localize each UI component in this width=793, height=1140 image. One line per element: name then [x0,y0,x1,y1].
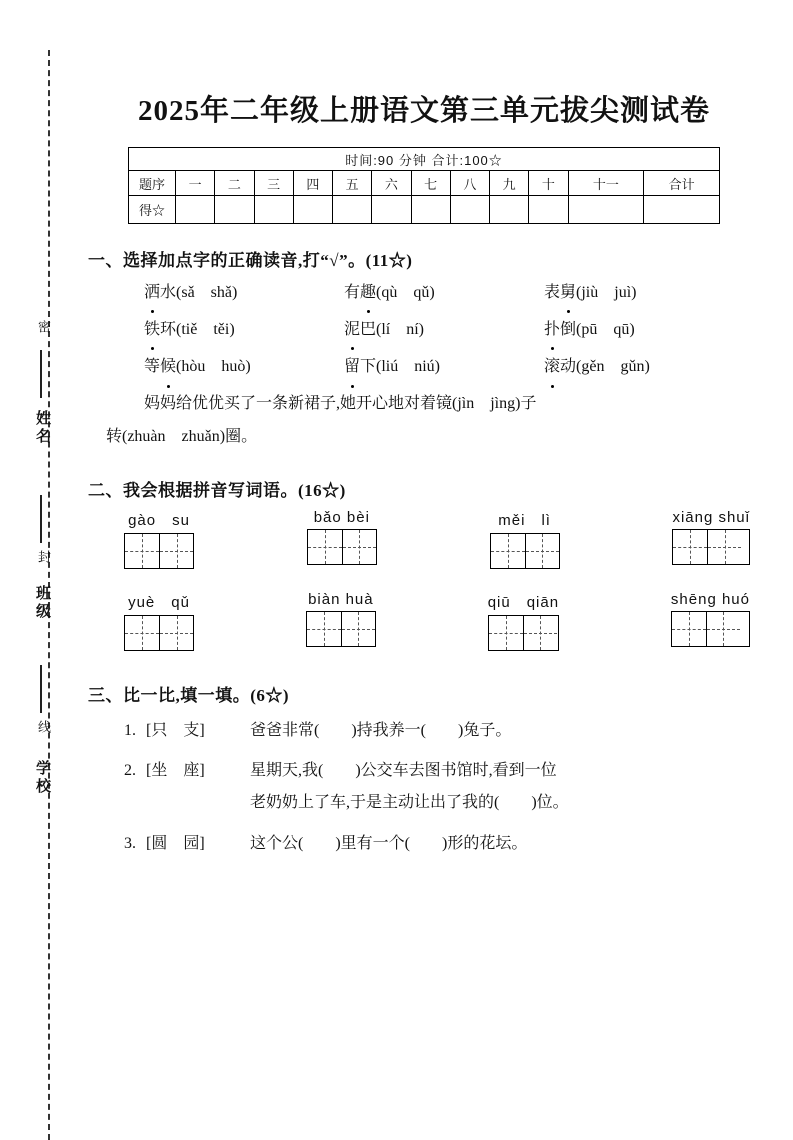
score-cell[interactable] [254,196,293,224]
section-title-3: 三、比一比,填一填。(6☆) [88,685,290,705]
tianzige-grid[interactable] [306,611,376,647]
seal-line-strip [26,280,70,920]
choice-sentence-line-1[interactable]: 妈妈给优优买了一条新裙子,她开心地对着镜(jìn jìng)子 [144,394,537,412]
seal-field-name: 姓名 [34,410,51,446]
grid-cell[interactable] [125,616,159,650]
choice-row [88,351,760,382]
score-col-5: 六 [372,171,411,196]
fill-sentence[interactable]: 爸爸非常( )持我养一( )兔子。 [250,721,512,739]
tianzige-grid[interactable] [307,529,377,565]
grid-cell[interactable] [489,616,523,650]
choice-prefix: 表 [544,284,561,301]
choice-prefix: 等 [144,358,161,376]
pinyin-label: qiū qiān [487,593,560,611]
fill-item [88,716,760,746]
fill-index: 2. [124,762,136,780]
score-cell[interactable] [644,196,720,224]
score-row-label-0: 题序 [129,171,176,196]
dotted-char: 洒 [144,277,160,308]
choice-item[interactable] [144,314,344,345]
tianzige-grid[interactable] [124,533,194,569]
writing-grid-item [306,591,376,651]
grid-cell[interactable] [672,612,706,646]
choice-item[interactable] [544,277,744,308]
tianzige-grid[interactable] [124,615,194,651]
choice-sentence-line-2[interactable]: 转(zhuàn zhuǎn)圈。 [106,428,258,446]
score-cell[interactable] [176,196,215,224]
score-table [128,147,720,224]
choice-item[interactable] [544,314,744,345]
table-row [129,171,720,196]
seal-field-school: 学校 [34,760,51,796]
grid-cell[interactable] [307,612,341,646]
exam-paper [88,0,760,1122]
grid-cell[interactable] [342,530,376,564]
dotted-char: 舅 [560,277,576,308]
choice-item[interactable] [544,351,744,382]
choice-text: (qù qǔ) [376,284,435,301]
score-cell[interactable] [411,196,450,224]
score-table-header: 时间:90 分钟 合计:100☆ [129,148,720,171]
score-cell[interactable] [450,196,489,224]
score-col-1: 二 [215,171,254,196]
seal-rule-1 [40,495,42,543]
score-col-9: 十 [529,171,568,196]
fill-choices: [坐 座] [146,762,205,780]
pinyin-label: shēng huó [670,590,750,608]
choice-text: 水(sǎ shǎ) [160,284,238,301]
score-cell[interactable] [215,196,254,224]
seal-rule-2 [40,665,42,713]
grid-cell[interactable] [706,612,740,646]
section-title-2: 二、我会根据拼音写词语。(16☆) [88,480,346,500]
dotted-char: 泥 [344,314,360,345]
pinyin-label: měi lì [498,511,551,529]
fill-choices: [圆 园] [146,834,205,852]
grid-cell[interactable] [491,534,525,568]
seal-rule-0 [40,350,42,398]
score-col-6: 七 [411,171,450,196]
pinyin-label: bǎo bèi [313,508,370,526]
table-row [129,148,720,171]
tianzige-grid[interactable] [672,529,750,565]
section-title-1: 一、选择加点字的正确读音,打“√”。(11☆) [88,251,413,270]
writing-grid-item [672,509,750,569]
seal-mark-0: 密 [36,320,51,333]
score-cell[interactable] [372,196,411,224]
score-cell[interactable] [529,196,568,224]
score-col-2: 三 [254,171,293,196]
writing-grid-item [488,591,559,651]
grid-cell[interactable] [125,534,159,568]
score-col-8: 九 [490,171,529,196]
grid-cell[interactable] [159,534,193,568]
dotted-char: 滚 [544,351,560,382]
grid-cell[interactable] [341,612,375,646]
choice-text: (hòu huò) [176,358,251,376]
choice-text: 环(tiě těi) [160,321,235,339]
score-cell[interactable] [568,196,644,224]
pinyin-label: gào su [128,511,190,529]
choice-text: 倒(pū qū) [560,321,635,339]
table-row [129,196,720,224]
choice-text: (jiù juì) [576,284,637,301]
tianzige-grid[interactable] [490,533,560,569]
choice-text: 巴(lí ní) [360,321,425,339]
grid-cell[interactable] [308,530,342,564]
fill-index: 1. [124,721,136,739]
writing-grid-item [307,509,377,569]
seal-field-class: 班级 [34,585,51,621]
fill-sentence[interactable]: 星期天,我( )公交车去图书馆时,看到一位 [250,762,557,780]
tianzige-grid[interactable] [488,615,559,651]
pinyin-label: xiāng shuǐ [672,508,750,526]
score-cell[interactable] [490,196,529,224]
grid-cell[interactable] [523,616,557,650]
seal-mark-1: 封 [36,550,51,563]
score-col-4: 五 [333,171,372,196]
choice-item[interactable] [144,277,344,308]
fill-index: 3. [124,834,136,852]
dotted-char: 留 [344,351,360,382]
choice-item[interactable] [144,351,344,382]
grid-cell[interactable] [673,530,707,564]
score-col-11: 合计 [644,171,720,196]
dotted-char: 扑 [544,314,560,345]
fill-choices: [只 支] [146,721,205,739]
seal-mark-2: 线 [36,720,51,733]
score-col-10: 十一 [568,171,644,196]
dotted-char: 趣 [360,277,376,308]
grid-cell[interactable] [707,530,741,564]
dotted-char: 候 [160,351,176,382]
pinyin-label: yuè qǔ [128,593,190,611]
fill-item [88,756,760,786]
fill-sentence-cont[interactable]: 老奶奶上了车,于是主动让出了我的( )位。 [250,793,569,811]
choice-prefix: 有 [344,284,361,301]
writing-grid-row-1 [88,509,760,569]
page-title: 2025年二年级上册语文第三单元拔尖测试卷 [137,95,710,127]
score-cell[interactable] [293,196,332,224]
pinyin-label: biàn huà [308,590,374,608]
writing-grid-row-2 [88,591,760,651]
fill-item [88,829,760,859]
score-col-7: 八 [450,171,489,196]
choice-text: 动(gěn gǔn) [560,358,650,376]
tianzige-grid[interactable] [671,611,750,647]
score-col-0: 一 [176,171,215,196]
section-body-1 [88,277,760,454]
score-col-3: 四 [293,171,332,196]
writing-grid-item [671,591,750,651]
score-cell[interactable] [333,196,372,224]
choice-item[interactable] [344,277,544,308]
writing-grid-item [490,509,560,569]
choice-item[interactable] [344,351,544,382]
writing-grid-item [124,591,194,651]
choice-text: 下(liú niú) [360,358,441,376]
fill-sentence[interactable]: 这个公( )里有一个( )形的花坛。 [250,834,528,852]
grid-cell[interactable] [159,616,193,650]
choice-row [88,277,760,308]
choice-item[interactable] [344,314,544,345]
choice-row [88,314,760,345]
score-table-wrap [128,147,720,224]
dotted-char: 铁 [144,314,160,345]
score-row-label-1: 得☆ [129,196,176,224]
grid-cell[interactable] [525,534,559,568]
writing-grid-item [124,509,194,569]
